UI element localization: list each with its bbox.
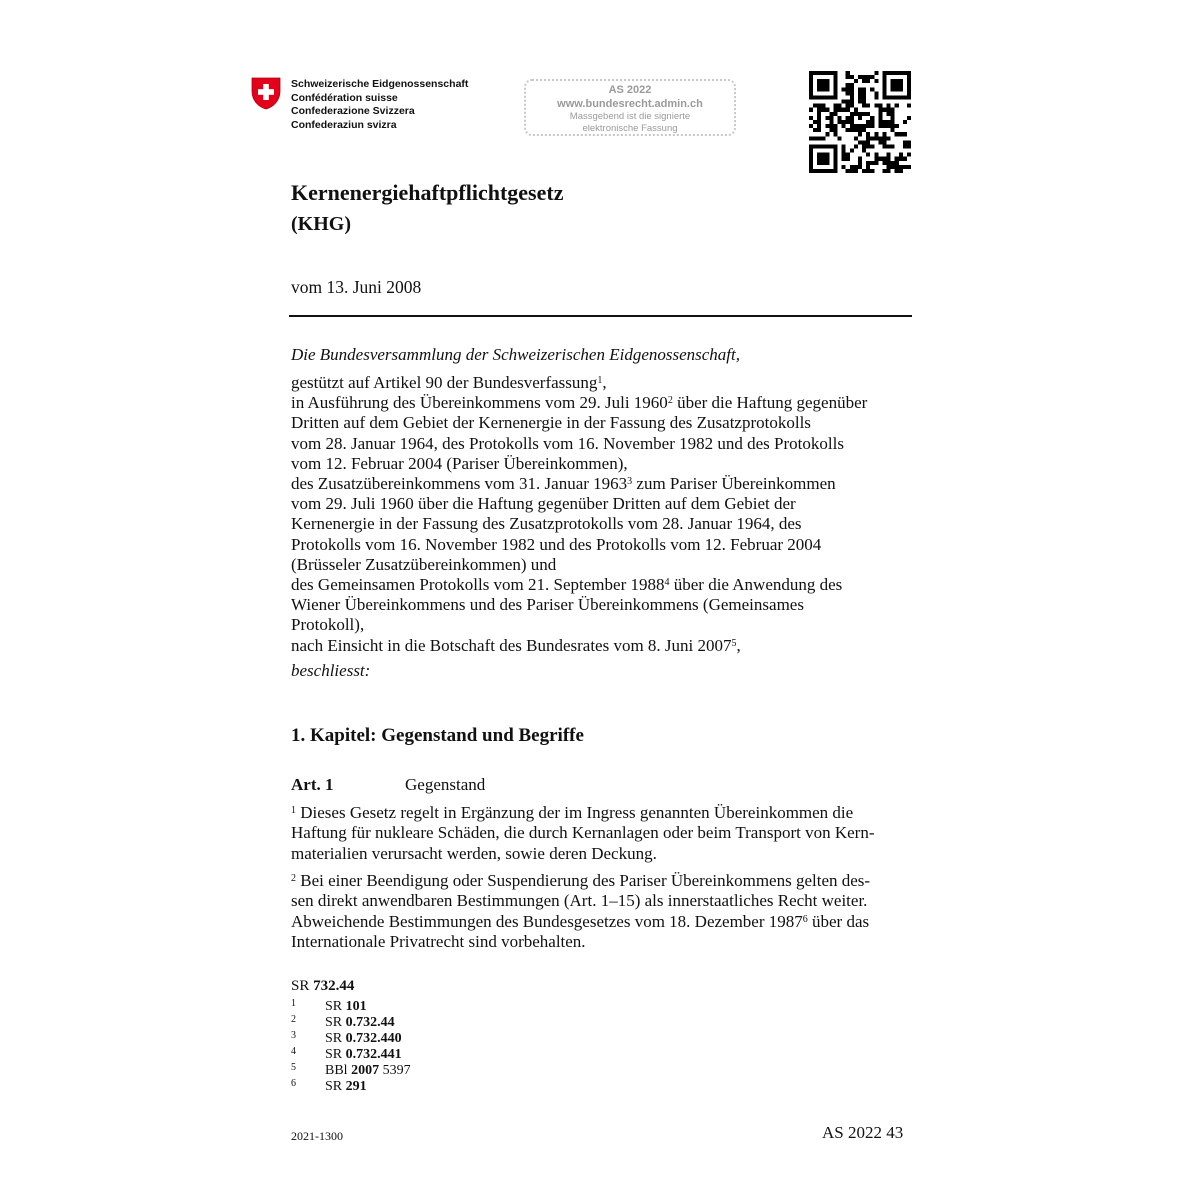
preamble-line: Dritten auf dem Gebiet der Kernenergie in der Fassung des Zusatzprotokolls bbox=[291, 413, 811, 433]
paragraph-line: Abweichende Bestimmungen des Bundesgesetzes vom 18. Dezember 1987$^6$ über das bbox=[291, 911, 870, 931]
chapter-heading: 1. Kapitel: Gegenstand und Begriffe bbox=[291, 725, 584, 746]
paragraph-line: $^1$ Dieses Gesetz regelt in Ergänzung der im Ingress genannten Übereinkommen die bbox=[291, 803, 854, 822]
page-reference: AS 2022 43 bbox=[822, 1123, 904, 1142]
footnote-text: BBl 2007 5397 bbox=[325, 1063, 411, 1078]
article-paragraph-2 bbox=[291, 871, 909, 953]
document-date: vom 13. Juni 2008 bbox=[291, 277, 422, 297]
document-number: 2021-1300 bbox=[291, 1129, 343, 1143]
footnote-text: SR 291 bbox=[325, 1079, 367, 1094]
preamble-line: vom 29. Juli 1960 über die Haftung gegenüber Dritten auf dem Gebiet der bbox=[291, 494, 796, 514]
preamble-line: nach Einsicht in die Botschaft des Bundesrates vom 8. Juni 2007$^5$, bbox=[291, 635, 741, 655]
sr-number: SR 732.44 bbox=[291, 978, 355, 994]
footnote-text: SR 0.732.44 bbox=[325, 1015, 395, 1030]
footnote-ref[interactable]: 4 bbox=[664, 577, 670, 589]
article-number: Art. 1 bbox=[291, 775, 334, 794]
footnote-number: 6 bbox=[291, 1078, 296, 1089]
preamble-line: Kernenergie in der Fassung des Zusatzprotokolls vom 28. Januar 1964, des bbox=[291, 514, 802, 534]
paragraph-number: 2 bbox=[291, 873, 296, 884]
paragraph-line: materialien verursacht werden, sowie deren Deckung. bbox=[291, 843, 657, 863]
footnote-number: 5 bbox=[291, 1062, 296, 1073]
swiss-crest-icon bbox=[251, 77, 281, 110]
stamp-note-1: Massgebend ist die signierte bbox=[569, 111, 691, 122]
footnote-number: 1 bbox=[291, 998, 296, 1009]
footnote-ref[interactable]: 6 bbox=[802, 913, 808, 925]
preamble-line: Protokoll), bbox=[291, 615, 365, 635]
confederation-name-fr: Confédération suisse bbox=[291, 91, 398, 104]
paragraph-line: $^2$ Bei einer Beendigung oder Suspendierung des Pariser Übereinkommens gelten des- bbox=[291, 871, 871, 890]
divider bbox=[289, 315, 912, 317]
document-abbreviation: (KHG) bbox=[291, 213, 351, 235]
stamp-collection: AS 2022 bbox=[608, 84, 652, 96]
preamble-line: des Gemeinsamen Protokolls vom 21. September 1988$^4$ über die Anwendung des bbox=[291, 575, 843, 595]
paragraph-line: Haftung für nukleare Schäden, die durch Kernanlagen oder beim Transport von Kern- bbox=[291, 823, 875, 843]
footnote-number: 3 bbox=[291, 1030, 296, 1041]
footnote-number: 4 bbox=[291, 1046, 296, 1057]
preamble-line: Wiener Übereinkommens und des Pariser Übereinkommens (Gemeinsames bbox=[291, 595, 804, 615]
stamp-url[interactable]: www.bundesrecht.admin.ch bbox=[557, 98, 703, 110]
paragraph-line: sen direkt anwendbaren Bestimmungen (Art. 1–15) als innerstaatliches Recht weiter. bbox=[291, 891, 868, 911]
article-paragraph-1 bbox=[291, 803, 909, 864]
preamble-line: gestützt auf Artikel 90 der Bundesverfassung$^1$, bbox=[291, 373, 607, 392]
preamble-line: Protokolls vom 16. November 1982 und des Protokolls vom 12. Februar 2004 bbox=[291, 534, 822, 554]
footnote-text: SR 0.732.440 bbox=[325, 1031, 402, 1046]
footnote-text: SR 0.732.441 bbox=[325, 1047, 402, 1062]
preamble-line: vom 12. Februar 2004 (Pariser Übereinkommen), bbox=[291, 453, 628, 473]
preamble bbox=[291, 373, 931, 656]
preamble-line: (Brüsseler Zusatzübereinkommen) und bbox=[291, 554, 557, 574]
preamble-line: in Ausführung des Übereinkommens vom 29. Juli 1960$^2$ über die Haftung gegenüber bbox=[291, 393, 868, 413]
confederation-name-rm: Confederaziun svizra bbox=[291, 118, 397, 131]
footnote-ref[interactable]: 2 bbox=[667, 395, 673, 407]
article-title: Gegenstand bbox=[405, 775, 486, 794]
paragraph-line: Internationale Privatrecht sind vorbehalten. bbox=[291, 932, 586, 952]
qr-code-icon bbox=[809, 71, 911, 173]
footnote-number: 2 bbox=[291, 1014, 296, 1025]
footnote-text: SR 101 bbox=[325, 999, 367, 1014]
footnote-ref[interactable]: 3 bbox=[627, 476, 633, 488]
document-title: Kernenergiehaftpflichtgesetz bbox=[291, 180, 564, 205]
resolves-line: beschliesst: bbox=[291, 661, 371, 680]
footnote-ref[interactable]: 1 bbox=[597, 375, 603, 386]
footnote-ref[interactable]: 5 bbox=[731, 637, 737, 649]
preamble-intro: Die Bundesversammlung der Schweizerischen Eidgenossenschaft, bbox=[291, 345, 740, 364]
stamp-note-2: elektronische Fassung bbox=[582, 122, 678, 134]
preamble-line: vom 28. Januar 1964, des Protokolls vom 16. November 1982 und des Protokolls bbox=[291, 433, 844, 453]
preamble-line: des Zusatzübereinkommens vom 31. Januar 1963$^3$ zum Pariser Übereinkommen bbox=[291, 474, 836, 494]
confederation-name-it: Confederazione Svizzera bbox=[291, 105, 415, 117]
publication-stamp bbox=[524, 79, 736, 136]
confederation-names bbox=[291, 78, 468, 132]
confederation-name-de: Schweizerische Eidgenossenschaft bbox=[291, 78, 469, 90]
paragraph-number: 1 bbox=[291, 805, 296, 816]
